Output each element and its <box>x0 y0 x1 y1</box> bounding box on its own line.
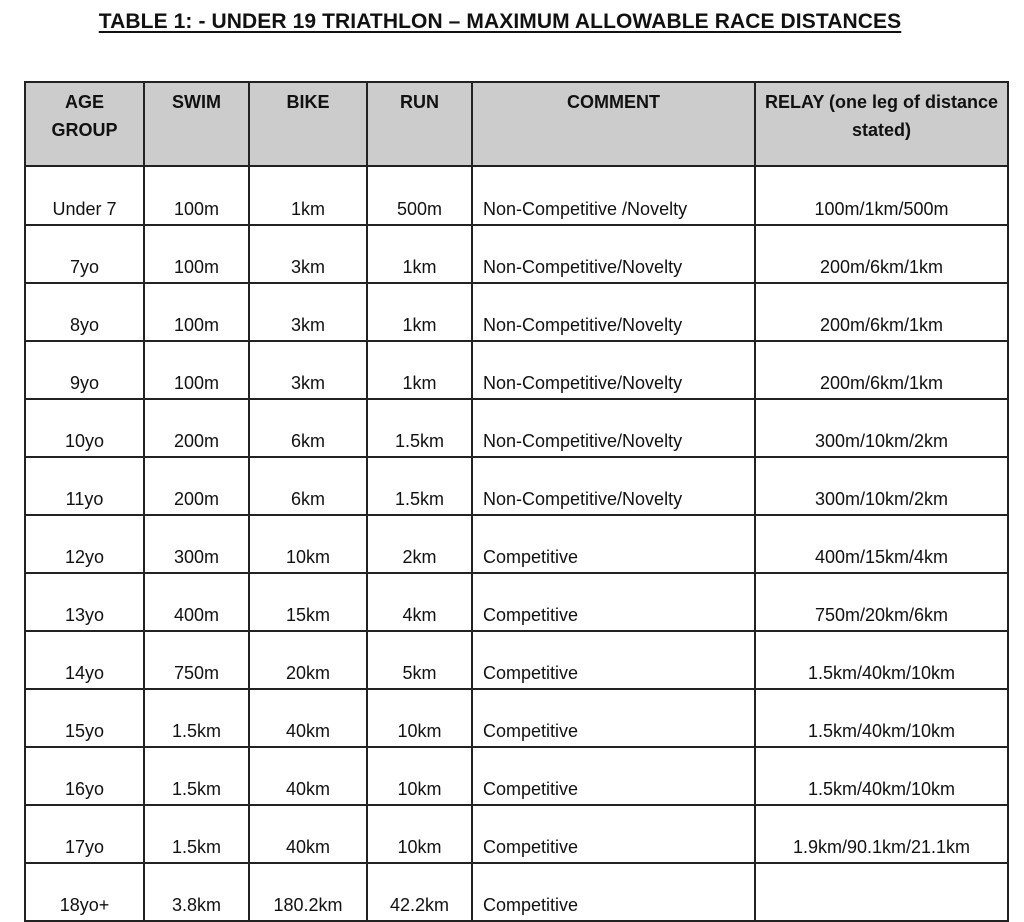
cell-relay: 100m/1km/500m <box>755 166 1008 225</box>
cell-relay: 200m/6km/1km <box>755 283 1008 341</box>
header-bike: BIKE <box>249 82 367 166</box>
cell-bike: 15km <box>249 573 367 631</box>
cell-comment: Non-Competitive/Novelty <box>472 341 755 399</box>
cell-swim: 200m <box>144 399 249 457</box>
cell-swim: 100m <box>144 341 249 399</box>
cell-run: 1km <box>367 225 472 283</box>
cell-comment: Competitive <box>472 805 755 863</box>
cell-relay: 200m/6km/1km <box>755 225 1008 283</box>
cell-comment: Non-Competitive/Novelty <box>472 283 755 341</box>
table-row <box>25 166 1008 225</box>
cell-comment: Competitive <box>472 863 755 921</box>
cell-relay: 300m/10km/2km <box>755 457 1008 515</box>
cell-relay: 1.9km/90.1km/21.1km <box>755 805 1008 863</box>
cell-bike: 3km <box>249 283 367 341</box>
cell-bike: 180.2km <box>249 863 367 921</box>
table-row <box>25 399 1008 457</box>
cell-run: 1km <box>367 341 472 399</box>
cell-comment: Non-Competitive/Novelty <box>472 399 755 457</box>
cell-swim: 100m <box>144 225 249 283</box>
cell-age-group: 9yo <box>25 341 144 399</box>
cell-bike: 6km <box>249 399 367 457</box>
cell-age-group: 11yo <box>25 457 144 515</box>
table-row <box>25 341 1008 399</box>
cell-swim: 1.5km <box>144 747 249 805</box>
cell-bike: 3km <box>249 341 367 399</box>
cell-bike: 10km <box>249 515 367 573</box>
cell-comment: Competitive <box>472 515 755 573</box>
cell-bike: 3km <box>249 225 367 283</box>
cell-bike: 40km <box>249 689 367 747</box>
cell-age-group: 13yo <box>25 573 144 631</box>
cell-swim: 100m <box>144 283 249 341</box>
header-age-group: AGE GROUP <box>25 82 144 166</box>
cell-age-group: 17yo <box>25 805 144 863</box>
cell-swim: 1.5km <box>144 689 249 747</box>
cell-comment: Non-Competitive/Novelty <box>472 225 755 283</box>
cell-relay: 750m/20km/6km <box>755 573 1008 631</box>
cell-age-group: 12yo <box>25 515 144 573</box>
cell-age-group: 8yo <box>25 283 144 341</box>
cell-bike: 6km <box>249 457 367 515</box>
cell-bike: 40km <box>249 747 367 805</box>
cell-run: 10km <box>367 689 472 747</box>
table-row <box>25 457 1008 515</box>
header-swim: SWIM <box>144 82 249 166</box>
cell-run: 2km <box>367 515 472 573</box>
cell-age-group: 16yo <box>25 747 144 805</box>
cell-run: 10km <box>367 747 472 805</box>
cell-comment: Competitive <box>472 747 755 805</box>
cell-bike: 40km <box>249 805 367 863</box>
cell-comment: Non-Competitive/Novelty <box>472 457 755 515</box>
cell-swim: 400m <box>144 573 249 631</box>
cell-swim: 100m <box>144 166 249 225</box>
cell-relay: 200m/6km/1km <box>755 341 1008 399</box>
cell-age-group: 7yo <box>25 225 144 283</box>
race-distances-table <box>24 81 1009 922</box>
header-comment: COMMENT <box>472 82 755 166</box>
table-row <box>25 863 1008 921</box>
cell-age-group: 18yo+ <box>25 863 144 921</box>
cell-age-group: Under 7 <box>25 166 144 225</box>
cell-run: 5km <box>367 631 472 689</box>
cell-comment: Non-Competitive /Novelty <box>472 166 755 225</box>
cell-relay: 300m/10km/2km <box>755 399 1008 457</box>
cell-bike: 20km <box>249 631 367 689</box>
document-title: TABLE 1: - UNDER 19 TRIATHLON – MAXIMUM ALLOWABLE RACE DISTANCES <box>98 10 902 33</box>
cell-run: 500m <box>367 166 472 225</box>
cell-comment: Competitive <box>472 689 755 747</box>
cell-run: 1.5km <box>367 457 472 515</box>
cell-run: 1km <box>367 283 472 341</box>
cell-relay: 1.5km/40km/10km <box>755 747 1008 805</box>
cell-run: 10km <box>367 805 472 863</box>
cell-run: 1.5km <box>367 399 472 457</box>
table-row <box>25 225 1008 283</box>
cell-bike: 1km <box>249 166 367 225</box>
cell-comment: Competitive <box>472 573 755 631</box>
cell-swim: 1.5km <box>144 805 249 863</box>
cell-run: 42.2km <box>367 863 472 921</box>
cell-swim: 200m <box>144 457 249 515</box>
table-row <box>25 689 1008 747</box>
table-row <box>25 805 1008 863</box>
header-run: RUN <box>367 82 472 166</box>
table-row <box>25 573 1008 631</box>
cell-age-group: 10yo <box>25 399 144 457</box>
table-header-row <box>25 82 1008 166</box>
cell-swim: 750m <box>144 631 249 689</box>
table-row <box>25 631 1008 689</box>
cell-age-group: 14yo <box>25 631 144 689</box>
table-row <box>25 747 1008 805</box>
cell-relay: 400m/15km/4km <box>755 515 1008 573</box>
cell-relay <box>755 863 1008 921</box>
cell-relay: 1.5km/40km/10km <box>755 689 1008 747</box>
table-row <box>25 515 1008 573</box>
header-relay: RELAY (one leg of distance stated) <box>755 82 1008 166</box>
cell-comment: Competitive <box>472 631 755 689</box>
cell-relay: 1.5km/40km/10km <box>755 631 1008 689</box>
table-row <box>25 283 1008 341</box>
cell-swim: 300m <box>144 515 249 573</box>
cell-swim: 3.8km <box>144 863 249 921</box>
cell-age-group: 15yo <box>25 689 144 747</box>
cell-run: 4km <box>367 573 472 631</box>
